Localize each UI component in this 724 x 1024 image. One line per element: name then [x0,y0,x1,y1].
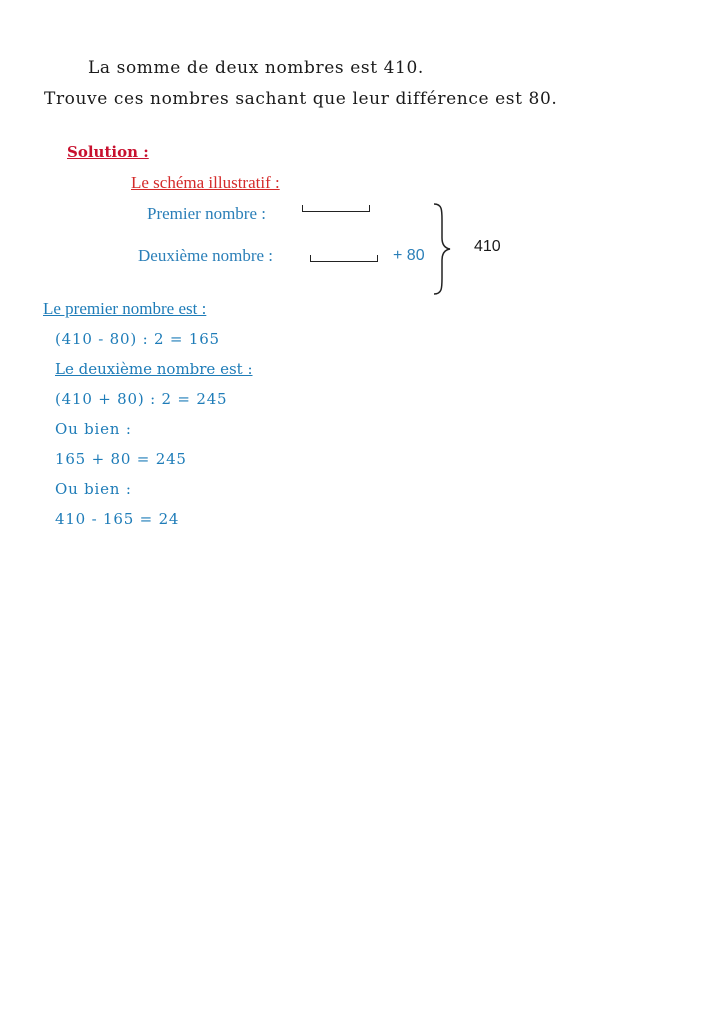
solution-title: Solution : [67,143,149,161]
premier-nombre-title: Le premier nombre est : [43,299,207,318]
deuxieme-nombre-segment [310,255,378,262]
premier-nombre-label: Premier nombre : [147,204,266,223]
problem-line-1: La somme de deux nombres est 410. [88,58,424,78]
premier-nombre-calc: (410 - 80) : 2 = 165 [55,330,220,348]
problem-line-2: Trouve ces nombres sachant que leur différence est 80. [44,89,558,109]
schema-title: Le schéma illustratif : [131,173,280,192]
ou-bien-1: Ou bien : [55,420,132,438]
plus-80-label: + 80 [393,247,425,264]
curly-brace-icon [428,200,456,298]
deuxieme-nombre-title: Le deuxième nombre est : [55,360,253,378]
ou-bien-2: Ou bien : [55,480,132,498]
alt-calc-2: 410 - 165 = 24 [55,510,180,528]
deuxieme-nombre-calc: (410 + 80) : 2 = 245 [55,390,228,408]
total-value: 410 [474,238,501,255]
deuxieme-nombre-label: Deuxième nombre : [138,246,274,265]
alt-calc-1: 165 + 80 = 245 [55,450,187,468]
premier-nombre-segment [302,205,370,212]
